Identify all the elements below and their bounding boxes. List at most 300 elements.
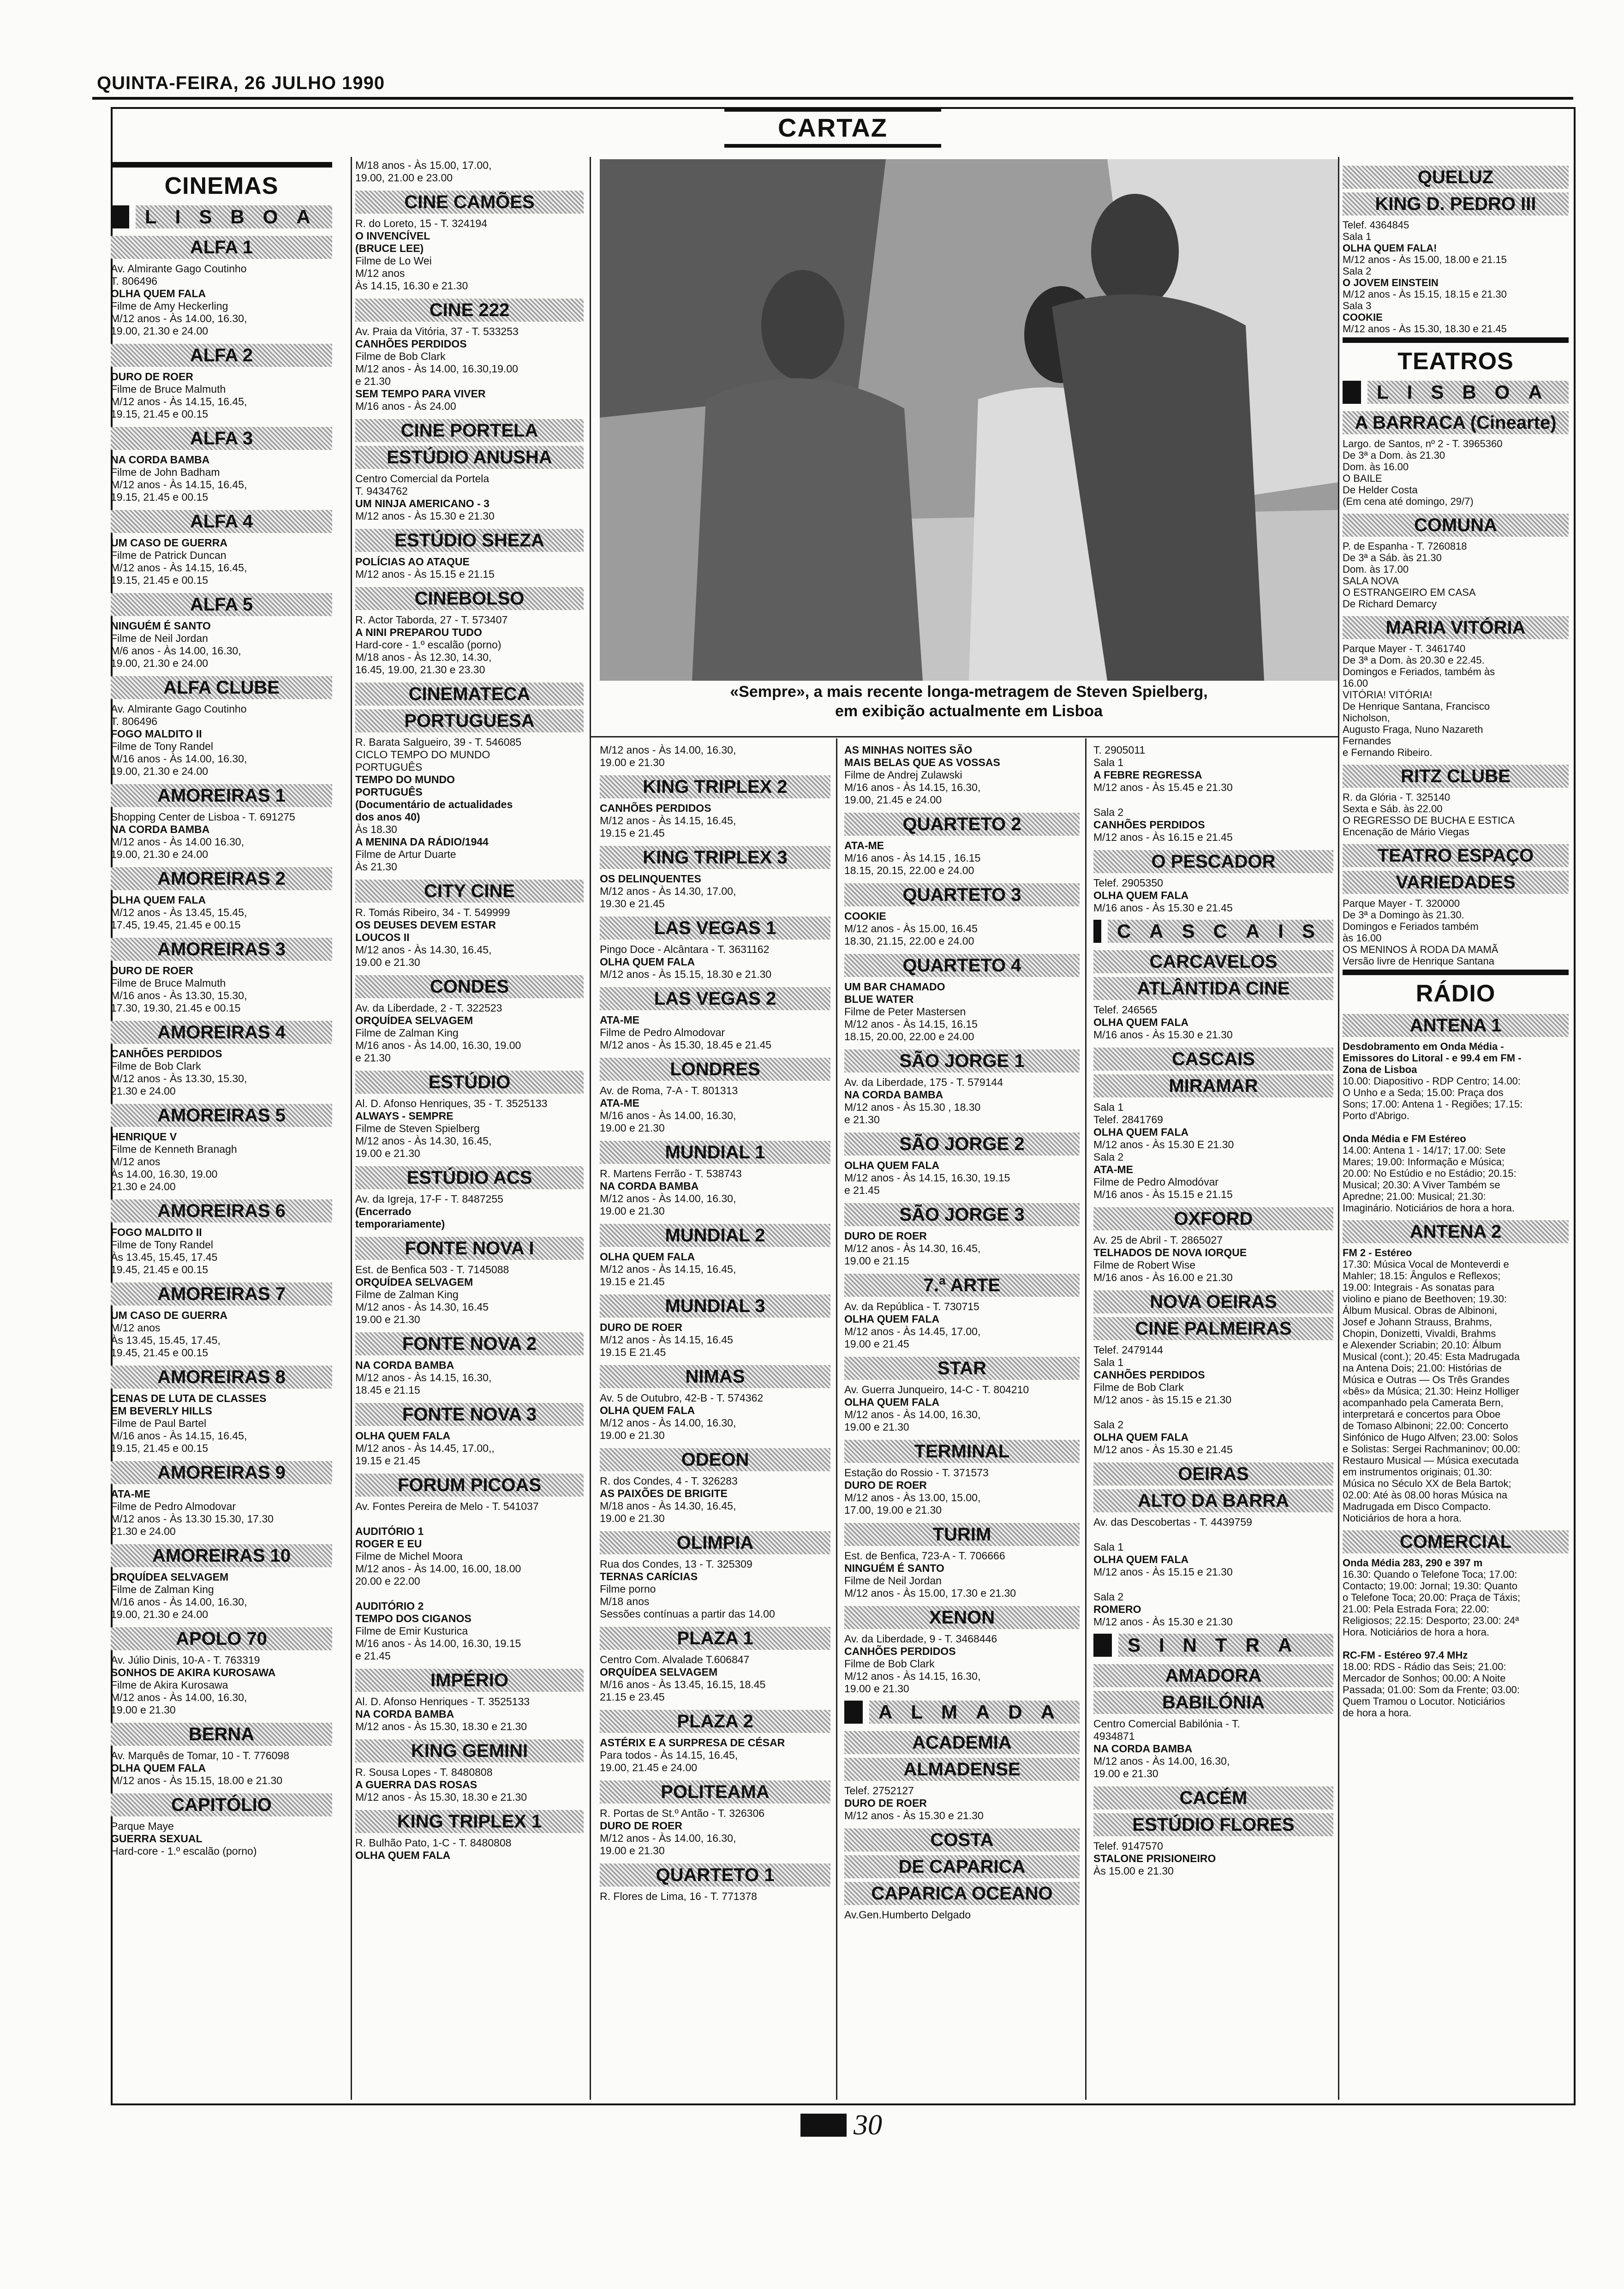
listing-line: Filme de Amy Heckerling (111, 300, 228, 312)
listing-line: 16.30: Quando o Telefone Toca; 17.00: (1343, 1569, 1517, 1580)
caption-line: em exibição actualmente em Lisboa (835, 702, 1103, 720)
column-cinemas-5 (1093, 744, 1333, 1877)
listing-line: 19.15 E 21.45 (600, 1346, 666, 1358)
city-banner-lisboa: LISBOA (111, 204, 332, 229)
listing-line: NA CORDA BAMBA (1093, 1743, 1193, 1755)
listing-line: Mercador de Sonhos; 00.00: A Noite (1343, 1672, 1506, 1684)
listing-line: Filme de Patrick Duncan (111, 549, 227, 561)
listing-line: De Richard Demarcy (1343, 598, 1437, 610)
venue-listing (355, 736, 584, 873)
listing-line: OLHA QUEM FALA (844, 1159, 940, 1171)
listing-line: Sala 1 (1343, 231, 1372, 242)
listing-line: M/12 anos - Às 14.15, 16.45, (111, 395, 247, 407)
section-bar (111, 162, 332, 168)
listing-line: De 3ª a Dom. às 21.30 (1343, 449, 1445, 461)
listing-line: OLHA QUEM FALA (355, 1430, 451, 1442)
venue-heading: CITY CINE (355, 880, 584, 903)
listing-line: Parque Mayer - T. 320000 (1343, 898, 1460, 909)
venue-heading: BERNA (111, 1723, 332, 1746)
listing-line: VITÓRIA! VITÓRIA! (1343, 689, 1433, 701)
listing-line: o Telefone Toca; 20.00: Praça de Táxis; (1343, 1592, 1521, 1603)
page-number: 30 (854, 2109, 882, 2141)
listing-line: ATA-ME (844, 839, 884, 851)
listing-line: TELHADOS DE NOVA IORQUE (1093, 1246, 1247, 1258)
listing-line: Chopin, Donizetti, Vivaldi, Brahms (1343, 1328, 1496, 1339)
listing-line: Filme de Michel Moora (355, 1550, 463, 1562)
listing-line: 18.15, 20.15, 22.00 e 24.00 (844, 864, 974, 876)
listing-line: M/12 anos - Às 15.30, 18.45 e 21.45 (600, 1039, 772, 1051)
listing-line: GUERRA SEXUAL (111, 1833, 203, 1845)
listing-line: UM NINJA AMERICANO - 3 (355, 497, 490, 509)
listing-line: Filme de Kenneth Branagh (111, 1143, 237, 1155)
listing-line: Filme de Bob Clark (844, 1658, 935, 1670)
listing-line: M/12 anos - Às 14.15, 16.30, (355, 1372, 492, 1384)
listing-line (1093, 1406, 1333, 1419)
listing-line: M/12 anos - Às 15.30 e 21.45 (1093, 1444, 1233, 1456)
listing-line: Av. Marquês de Tomar, 10 - T. 776098 (111, 1750, 289, 1762)
listing-line: R. do Loreto, 15 - T. 324194 (355, 217, 487, 229)
listing-line: FOGO MALDITO II (111, 1226, 202, 1238)
listing-line: 19.00 e 21.30 (355, 956, 420, 968)
listing-line (1343, 1121, 1569, 1133)
listing-line: O REGRESSO DE BUCHA E ESTICA (1343, 815, 1515, 826)
listing-line: R. Flores de Lima, 16 - T. 771378 (600, 1890, 757, 1902)
venue-listing (1343, 643, 1569, 758)
listing-line: DURO DE ROER (844, 1479, 927, 1491)
listing-line: Fernandes (1343, 735, 1391, 747)
column-rule (836, 738, 837, 2100)
listing-line: e Solistas: Sergei Rachmaninov; 00.00: (1343, 1443, 1521, 1455)
listing-line: M/12 anos - Às 14.00 16.30, (111, 836, 244, 848)
venue-heading: ALTO DA BARRA (1093, 1489, 1333, 1512)
listing-line: Às 21.30 (355, 861, 397, 873)
listing-line: NA CORDA BAMBA (355, 1708, 454, 1720)
listing-line: De Helder Costa (1343, 484, 1418, 496)
listing-line: 19.00 e 21.30 (844, 1421, 909, 1433)
column-cinemas-4 (844, 744, 1080, 1921)
listing-line: OLHA QUEM FALA (1093, 1553, 1189, 1565)
listing-line: 19.00 e 21.30 (844, 1683, 909, 1695)
listing-line: Noticiários de hora a hora. (1343, 1512, 1462, 1524)
city-banner-almada: ALMADA (844, 1700, 1080, 1725)
listing-line: ATA-ME (600, 1014, 640, 1026)
listing-line: Av. da Liberdade, 2 - T. 322523 (355, 1002, 502, 1014)
column-cinemas-3 (600, 744, 830, 1903)
venue-listing (1093, 1344, 1333, 1456)
venue-heading: ESTÚDIO (355, 1071, 584, 1094)
venue-heading: NOVA OEIRAS (1093, 1290, 1333, 1313)
listing-line: 19.00 e 21.30 (111, 1704, 176, 1716)
venue-heading: IMPÉRIO (355, 1669, 584, 1692)
listing-line: M/18 anos (600, 1595, 650, 1607)
radio-heading: RÁDIO (1415, 980, 1496, 1007)
listing-line: Av. Almirante Gago Coutinho (111, 263, 247, 275)
listing-line: SONHOS DE AKIRA KUROSAWA (111, 1666, 276, 1678)
venue-listing (844, 1384, 1080, 1433)
venue-listing (844, 1076, 1080, 1126)
listing-line: Álbum Musical. Obras de Albinoni, (1343, 1305, 1498, 1316)
listing-line: M/12 anos - Às 14.30, 17.00, (600, 885, 736, 897)
venue-heading: POLITEAMA (600, 1780, 830, 1804)
venue-heading: ALFA 5 (111, 593, 332, 616)
column-cinemas-2 (355, 159, 584, 1862)
listing-line: «bês» da Música; 21.30: Heinz Holliger (1343, 1385, 1519, 1397)
listing-line: Passada; 01.00: Som da Frente; 03.00: (1343, 1684, 1520, 1696)
column-rule (1338, 157, 1339, 2100)
listing-line: T. 9434762 (355, 485, 408, 497)
listing-line: Sala 1 (1093, 1356, 1124, 1368)
listing-line: Filme de Paul Bartel (111, 1417, 207, 1429)
listing-line: M/16 anos - Às 14.00, 16.30, (111, 753, 247, 765)
listing-line: Filme de Pedro Almodóvar (1093, 1176, 1219, 1188)
listing-line: EM BEVERLY HILLS (111, 1405, 212, 1417)
listing-line: M/12 anos - Às 15.30 e 21.30 (844, 1810, 984, 1822)
venue-listing (600, 1654, 830, 1703)
listing-line: Filme de Neil Jordan (844, 1575, 942, 1587)
venue-heading: ANTENA 2 (1343, 1220, 1569, 1243)
venue-listing (111, 1488, 332, 1538)
venue-listing (355, 1430, 584, 1467)
listing-line: R. da Glória - T. 325140 (1343, 791, 1451, 803)
listing-line: ALWAYS - SEMPRE (355, 1110, 454, 1122)
listing-line: 21.15 e 23.45 (600, 1691, 665, 1703)
listing-line: Hora. Noticiários de hora a hora. (1343, 1626, 1489, 1638)
listing-line: Sexta e Sáb. às 22.00 (1343, 803, 1443, 815)
listing-line (355, 1513, 584, 1525)
venue-listing (355, 1193, 584, 1230)
venue-heading: PLAZA 2 (600, 1710, 830, 1733)
venue-listing (355, 325, 584, 413)
listing-line: 4934871 (1093, 1730, 1135, 1742)
venue-listing (1343, 791, 1569, 838)
venue-heading: KING TRIPLEX 1 (355, 1810, 584, 1833)
listing-line: M/12 anos - Às 14.45, 17.00,, (355, 1442, 495, 1454)
listing-line: A NINI PREPAROU TUDO (355, 626, 482, 638)
listing-line: OLHA QUEM FALA (600, 956, 695, 968)
listing-line: T. 2905011 (1093, 744, 1146, 756)
listing-line: M/16 anos - Às 14.00, 16.30, 19.00 (355, 1039, 521, 1051)
listing-line: O ESTRANGEIRO EM CASA (1343, 587, 1476, 598)
listing-line: De 3ª a Domingo às 21.30. (1343, 909, 1464, 921)
listing-line: 19.00, 21.00 e 23.00 (355, 172, 453, 184)
listing-line: ORQUÍDEA SELVAGEM (355, 1014, 473, 1026)
listing-line: M/18 anos - Às 15.00, 17.00, (355, 159, 492, 171)
venue-listing (844, 981, 1080, 1043)
listing-line: 19.00, 21.30 e 24.00 (111, 657, 209, 669)
listing-line: Religiosos; 22.15: Desporto; 23.00: 24ª (1343, 1615, 1519, 1626)
listing-line: Est. de Benfica, 723-A - T. 706666 (844, 1550, 1005, 1562)
venue-listing (1343, 438, 1569, 507)
venue-listing (600, 1392, 830, 1442)
venue-heading: DE CAPARICA (844, 1855, 1080, 1878)
venue-listing (111, 1820, 332, 1858)
listing-line: M/12 anos - Às 14.15, 16.45, (600, 815, 736, 827)
listing-line: M/12 anos - Às 15.15, 18.30 e 21.30 (600, 968, 772, 980)
photo-caption (600, 682, 1338, 721)
listing-line: acompanhado pela Camerata Bern, (1343, 1397, 1504, 1408)
listing-line: e 21.45 (844, 1184, 880, 1196)
listing-line: CANHÕES PERDIDOS (355, 338, 467, 350)
listing-line: NINGUÉM É SANTO (844, 1562, 944, 1574)
listing-line: OLHA QUEM FALA (844, 1396, 940, 1408)
listing-line: M/12 anos - Às 15.00, 18.00 e 21.15 (1343, 254, 1507, 265)
venue-listing (111, 811, 332, 861)
listing-line: Telef. 2841769 (1093, 1114, 1163, 1126)
listing-line: (Encerrado (355, 1205, 412, 1217)
listing-line: Shopping Center de Lisboa - T. 691275 (111, 811, 295, 823)
listing-line: M/12 anos - Às 15.15, 18.00 e 21.30 (111, 1774, 283, 1786)
listing-line: Filme de Artur Duarte (355, 848, 456, 860)
listing-line: e Fernando Ribeiro. (1343, 747, 1433, 758)
listing-line: R. Tomás Ribeiro, 34 - T. 549999 (355, 906, 510, 918)
listing-line: 19.00 e 21.15 (844, 1255, 909, 1267)
venue-listing (111, 1226, 332, 1276)
listing-line: Filme de Tony Randel (111, 1239, 214, 1251)
listing-line: T. 806496 (111, 715, 158, 727)
listing-line: Telef. 2752127 (844, 1785, 914, 1797)
listing-line: OLHA QUEM FALA (844, 1313, 940, 1325)
venue-listing (844, 910, 1080, 947)
listing-line: 17.00, 19.00 e 21.30 (844, 1504, 942, 1516)
listing-line: 17.45, 19.45, 21.45 e 00.15 (111, 919, 241, 931)
venue-heading: CONDES (355, 975, 584, 998)
listing-line: CANHÕES PERDIDOS (1093, 1369, 1205, 1381)
listing-line: Av. Praia da Vitória, 37 - T. 533253 (355, 325, 519, 337)
listing-line: 19.00 e 21.30 (600, 1122, 665, 1134)
listing-line: 19.00 e 21.30 (600, 1205, 665, 1217)
listing-line: Filme de Robert Wise (1093, 1259, 1196, 1271)
section-title: CARTAZ (724, 107, 941, 148)
venue-heading: KING GEMINI (355, 1739, 584, 1762)
venue-heading: AMOREIRAS 4 (111, 1021, 332, 1044)
listing-line: M/12 anos - Às 14.30, 16.45, (844, 1242, 981, 1254)
listing-line: M/12 anos - Às 14.30, 16.45 (355, 1301, 489, 1313)
listing-line: M/12 anos - Às 15.15 e 21.30 (1093, 1566, 1233, 1578)
listing-line: FM 2 - Estéreo (1343, 1247, 1412, 1258)
venue-heading: MUNDIAL 3 (600, 1294, 830, 1318)
venue-listing (1343, 219, 1569, 335)
newspaper-logo (800, 2114, 847, 2137)
listing-line: Sala 1 (1093, 756, 1124, 768)
venue-heading: QUARTETO 3 (844, 883, 1080, 906)
listing-line: (Em cena até domingo, 29/7) (1343, 496, 1474, 507)
listing-line: Sala 2 (1093, 1419, 1124, 1431)
listing-line: M/12 anos (111, 1322, 161, 1334)
venue-heading: CINEMATECA (355, 683, 584, 706)
listing-line: M/12 anos - Às 14.30, 16.45, (355, 944, 492, 956)
listing-line: M/16 anos - Às 14.00, 16.30, (111, 1596, 247, 1608)
listing-line: Sala 1 (1093, 1541, 1124, 1553)
venue-heading: ALFA 1 (111, 236, 332, 259)
venue-listing (600, 1168, 830, 1217)
listing-line: OLHA QUEM FALA (600, 1251, 695, 1263)
venue-heading: COMERCIAL (1343, 1530, 1569, 1553)
venue-listing (355, 473, 584, 522)
venue-heading: O PESCADOR (1093, 850, 1333, 873)
listing-line: 18.45 e 21.15 (355, 1384, 420, 1396)
venue-listing (355, 217, 584, 292)
listing-line: Hard-core - 1.º escalão (porno) (111, 1845, 257, 1857)
venue-heading: LONDRES (600, 1058, 830, 1081)
venue-listing (1343, 1557, 1569, 1719)
listing-line: M/12 anos - Às 15.00, 17.30 e 21.30 (844, 1587, 1016, 1599)
listing-line: Al. D. Afonso Henriques, 35 - T. 3525133 (355, 1097, 548, 1109)
listing-line: M/16 anos - Às 15.30 e 21.45 (1093, 902, 1233, 914)
listing-line: Filme de Bob Clark (1093, 1381, 1184, 1393)
listing-line: AS PAIXÕES DE BRIGITE (600, 1487, 728, 1499)
listing-line: M/12 anos - Às 15.30, 18.30 e 21.30 (355, 1791, 527, 1803)
listing-line: Filme de Akira Kurosawa (111, 1679, 228, 1691)
listing-line: M/12 anos - Às 13.30, 15.30, (111, 1073, 247, 1085)
venue-listing (111, 1131, 332, 1193)
listing-line: ORQUÍDEA SELVAGEM (600, 1666, 718, 1678)
listing-line: FOGO MALDITO II (111, 728, 202, 740)
venue-listing (111, 371, 332, 420)
listing-line: M/12 anos - Às 14.30, 16.45, (355, 1135, 492, 1147)
venue-heading: MARIA VITÓRIA (1343, 616, 1569, 639)
listing-line: Av.Gen.Humberto Delgado (844, 1909, 971, 1921)
listing-line: NA CORDA BAMBA (355, 1359, 454, 1371)
listing-line: RC-FM - Estéreo 97.4 MHz (1343, 1649, 1468, 1661)
listing-line: UM CASO DE GUERRA (111, 537, 228, 549)
listing-line: OS DEUSES DEVEM ESTAR (355, 919, 496, 931)
listing-line: Filme de Pedro Almodovar (600, 1026, 725, 1038)
listing-line: O JOVEM EINSTEIN (1343, 277, 1439, 288)
listing-line: e Alexender Scriabin; 20.10: Álbum (1343, 1339, 1501, 1351)
listing-line: P. de Espanha - T. 7260818 (1343, 540, 1467, 552)
listing-line: Apredne; 21.00: Musical; 21.30: (1343, 1191, 1486, 1202)
listing-line: e 21.30 (355, 1052, 391, 1064)
listing-line: Av. das Descobertas - T. 4439759 (1093, 1516, 1252, 1528)
venue-heading: ALFA 2 (111, 344, 332, 367)
venue-heading: MIRAMAR (1093, 1074, 1333, 1097)
venue-listing (600, 1737, 830, 1774)
listing-line: R. Bulhão Pato, 1-C - T. 8480808 (355, 1837, 512, 1849)
listing-line: R. Barata Salgueiro, 39 - T. 546085 (355, 736, 522, 748)
listing-line: Musical (cont.); 20.45: Esta Madrugada (1343, 1351, 1520, 1362)
listing-line: 19.00 e 21.30 (600, 1845, 665, 1857)
listing-line: DURO DE ROER (600, 1820, 682, 1832)
listing-line: Filme de Pedro Almodovar (111, 1500, 236, 1512)
listing-line: CENAS DE LUTA DE CLASSES (111, 1392, 267, 1404)
venue-heading: ALFA 3 (111, 427, 332, 450)
listing-line: Josef e Johann Strauss, Brahms, (1343, 1316, 1493, 1328)
venue-heading: CASCAIS (1093, 1048, 1333, 1071)
listing-line: Av. 5 de Outubro, 42-B - T. 574362 (600, 1392, 764, 1404)
venue-heading: CAPITÓLIO (111, 1793, 332, 1816)
listing-line: CANHÕES PERDIDOS (600, 802, 711, 814)
listing-line (1093, 794, 1333, 806)
listing-line: Às 18.30 (355, 823, 397, 835)
venue-listing (355, 1766, 584, 1804)
listing-line: Filme de Peter Mastersen (844, 1006, 966, 1018)
listing-line: 20.00 e 22.00 (355, 1575, 420, 1587)
venue-listing (355, 614, 584, 676)
listing-line: Mares; 19.00: Informação e Música; (1343, 1156, 1505, 1168)
venue-listing (600, 1321, 830, 1359)
listing-line (355, 1588, 584, 1600)
listing-line: OLHA QUEM FALA (1093, 1431, 1189, 1443)
listing-line: M/12 anos - Às 15.30, 18.30 e 21.45 (1343, 323, 1507, 335)
listing-line: M/12 anos - Às 14.00, 16.00, 18.00 (355, 1563, 521, 1575)
listing-line: R. Martens Ferrão - T. 538743 (600, 1168, 742, 1180)
listing-line: Av. Almirante Gago Coutinho (111, 703, 247, 715)
listing-line: 19.15, 21.45 e 00.15 (111, 491, 209, 503)
column-theatres-radio (1343, 159, 1569, 1719)
listing-line: M/12 anos - Às 15.30 e 21.30 (355, 510, 495, 522)
listing-line: e 21.30 (355, 375, 391, 387)
listing-line: Dom. às 16.00 (1343, 461, 1409, 473)
listing-line: AUDITÓRIO 1 (355, 1525, 424, 1537)
listing-line: Mahler; 18.15: Ângulos e Reflexos; (1343, 1270, 1501, 1282)
listing-line: Às 14.15, 16.30 e 21.30 (355, 280, 468, 292)
listing-line: e 21.30 (844, 1114, 880, 1126)
venue-listing (355, 1837, 584, 1862)
listing-line: Av. Júlio Dinis, 10-A - T. 763319 (111, 1654, 260, 1666)
listing-line: SEM TEMPO PARA VIVER (355, 388, 486, 400)
listing-line: M/12 anos - Às 14.15, 16.45, (111, 562, 247, 574)
listing-line: UM BAR CHAMADO (844, 981, 945, 993)
listing-line: Musical; 20.30: A Viver Também se (1343, 1179, 1500, 1191)
listing-line: Av. Fontes Pereira de Melo - T. 541037 (355, 1500, 539, 1512)
film-photo (600, 159, 1338, 681)
venue-heading: FONTE NOVA 3 (355, 1403, 584, 1426)
listing-line: M/12 anos - Às 14.15, 16.45, (111, 479, 247, 491)
venue-listing (1093, 1718, 1333, 1780)
venue-listing (600, 1558, 830, 1620)
venue-listing (355, 906, 584, 969)
listing-line: A GUERRA DAS ROSAS (355, 1779, 478, 1791)
listing-line: M/16 anos - Às 14.15 , 16.15 (844, 852, 981, 864)
listing-line: Sala 2 (1093, 1151, 1124, 1163)
column-rule (1085, 738, 1087, 2100)
venue-heading: AMOREIRAS 3 (111, 938, 332, 961)
listing-line: 21.30 e 24.00 (111, 1525, 176, 1537)
section-bar (1343, 970, 1569, 975)
listing-line: POLÍCIAS AO ATAQUE (355, 556, 470, 568)
venue-heading: KING TRIPLEX 3 (600, 846, 830, 869)
listing-line: Augusto Fraga, Nuno Nazareth (1343, 724, 1483, 735)
venue-listing (111, 1654, 332, 1716)
listing-line: 19.00, 21.30 e 24.00 (111, 765, 209, 777)
listing-line: M/16 anos - Às 14.15, 16.45, (111, 1430, 247, 1442)
venue-heading: CINE CAMÕES (355, 191, 584, 214)
venue-listing (844, 1633, 1080, 1695)
listing-line: Versão livre de Henrique Santana (1343, 955, 1494, 967)
listing-line: Av. 25 de Abril - T. 2865027 (1093, 1234, 1223, 1246)
listing-line: OLHA QUEM FALA! (1343, 242, 1437, 254)
listing-line: NA CORDA BAMBA (600, 1180, 699, 1192)
venue-listing (600, 1807, 830, 1857)
listing-line: 16.45, 19.00, 21.30 e 23.30 (355, 664, 485, 676)
venue-listing (111, 263, 332, 337)
listing-line: 19.00 e 21.30 (355, 1313, 420, 1325)
listing-line: CANHÕES PERDIDOS (844, 1645, 956, 1657)
venue-listing (111, 1309, 332, 1359)
listing-line: Desdobramento em Onda Média - (1343, 1041, 1504, 1052)
listing-line: Telef. 9147570 (1093, 1840, 1163, 1852)
venue-heading: AMADORA (1093, 1664, 1333, 1687)
listing-line: TEMPO DOS CIGANOS (355, 1612, 472, 1624)
listing-line: Música e Outras — Os Três Grandes (1343, 1374, 1510, 1385)
photo-rule (590, 736, 1338, 737)
listing-line: Filme de Andrej Zulawski (844, 769, 962, 781)
listing-line: De Henrique Santana, Francisco (1343, 701, 1490, 712)
venue-listing (600, 873, 830, 910)
listing-line: R. Sousa Lopes - T. 8480808 (355, 1766, 493, 1778)
listing-line: M/12 anos - Às 14.00, 16.30, (111, 312, 247, 324)
listing-line: Sala 3 (1343, 300, 1372, 312)
